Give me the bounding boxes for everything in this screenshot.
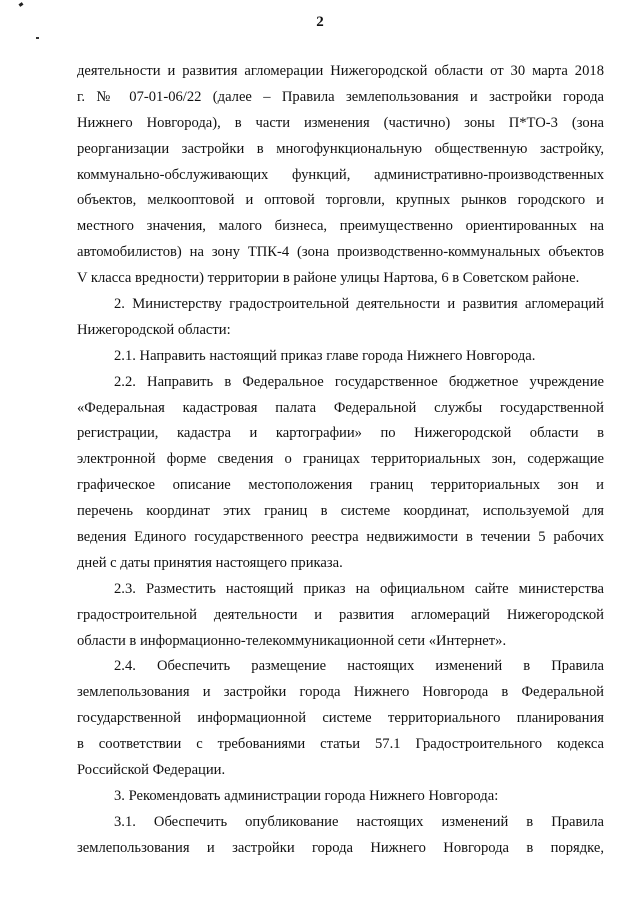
text-line: 2.4. Обеспечить размещение настоящих изменений в Правила	[114, 658, 604, 675]
text-line: дней с даты принятия настоящего приказа.	[77, 554, 343, 571]
text-line: землепользования и застройки города Нижнего Новгорода в порядке,	[77, 839, 604, 856]
text-line: Российской Федерации.	[77, 762, 226, 779]
text-line: 2.3. Разместить настоящий приказ на официальном сайте министерства	[114, 580, 604, 597]
text-line: «Федеральная кадастровая палата Федеральной службы государственной	[77, 399, 604, 416]
text-line: коммунально-обслуживающих функций, административно-производственных	[77, 166, 604, 183]
text-line: V класса вредности) территории в районе улицы Нартова, 6 в Советском районе.	[77, 270, 580, 287]
text-line: перечень координат этих границ в системе координат, используемой для	[77, 503, 604, 520]
text-line: Нижегородской области:	[77, 321, 231, 338]
text-line: 2.2. Направить в Федеральное государственное бюджетное учреждение	[114, 373, 604, 390]
text-line: автомобилистов) на зону ТПК-4 (зона производственно-коммунальных объектов	[77, 244, 604, 261]
text-line: землепользования и застройки города Нижнего Новгорода в Федеральной	[77, 684, 604, 701]
text-line: градостроительной деятельности и развития агломераций Нижегородской	[77, 606, 604, 623]
document-body	[77, 59, 604, 862]
text-line: объектов, мелкооптовой и оптовой торговли, крупных рынков городского и	[77, 192, 604, 209]
text-line: ведения Единого государственного реестра недвижимости в течении 5 рабочих	[77, 529, 604, 546]
text-line: в соответствии с требованиями статьи 57.1 Градостроительного кодекса	[77, 736, 604, 753]
text-line: 3.1. Обеспечить опубликование настоящих изменений в Правила	[114, 813, 604, 830]
text-line: графическое описание местоположения границ территориальных зон и	[77, 477, 604, 494]
text-line: 2. Министерству градостроительной деятельности и развития агломераций	[114, 296, 604, 313]
scan-speck	[36, 37, 39, 39]
text-line: области в информационно-телекоммуникационной сети «Интернет».	[77, 632, 507, 649]
scan-speck	[19, 2, 24, 7]
text-line: электронной форме сведения о границах территориальных зон, содержащие	[77, 451, 604, 468]
text-line: Нижнего Новгорода), в части изменения (частично) зоны П*ТО-3 (зона	[77, 114, 604, 131]
text-line: реорганизации застройки в многофункциональную общественную застройку,	[77, 140, 604, 157]
text-line: 3. Рекомендовать администрации города Нижнего Новгорода:	[114, 787, 499, 804]
text-line: деятельности и развития агломерации Нижегородской области от 30 марта 2018	[77, 63, 604, 79]
text-line: государственной информационной системе территориального планирования	[77, 710, 604, 727]
page-number: 2	[316, 14, 324, 30]
text-line: местного значения, малого бизнеса, преимущественно ориентированных на	[77, 218, 604, 235]
text-line: 2.1. Направить настоящий приказ главе города Нижнего Новгорода.	[114, 347, 536, 364]
text-line: регистрации, кадастра и картографии» по Нижегородской области в	[77, 425, 604, 442]
text-line: г. № 07-01-06/22 (далее – Правила землепользования и застройки города	[77, 88, 604, 105]
